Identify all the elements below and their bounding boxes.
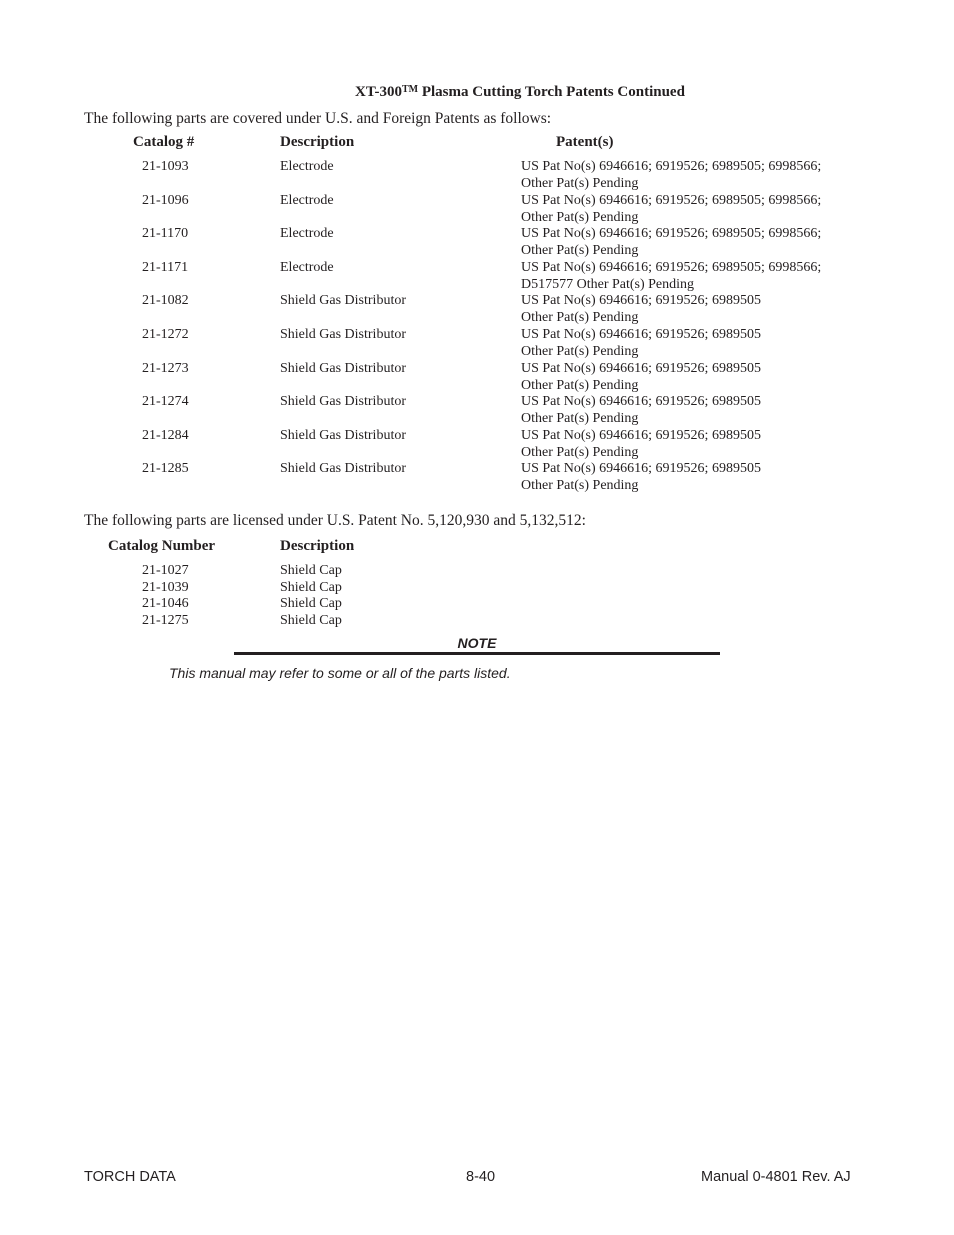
header-description-2: Description — [280, 538, 355, 554]
title-text: XT-300 — [355, 84, 402, 100]
patent-pending-cell: Other Pat(s) Pending — [521, 243, 639, 258]
footer-manual-revision: Manual 0-4801 Rev. AJ — [701, 1169, 851, 1185]
description-cell: Electrode — [280, 226, 334, 241]
patent-pending-cell: Other Pat(s) Pending — [521, 310, 639, 325]
patent-numbers-cell: US Pat No(s) 6946616; 6919526; 6989505; 6998566; — [521, 159, 822, 174]
patent-pending-cell: Other Pat(s) Pending — [521, 176, 639, 191]
patent-numbers-cell: US Pat No(s) 6946616; 6919526; 6989505 — [521, 327, 761, 342]
header-description: Description — [280, 134, 355, 150]
catalog-number-cell: 21-1284 — [142, 428, 189, 443]
intro-patents: The following parts are covered under U.S. and Foreign Patents as follows: — [84, 110, 552, 127]
licensed-catalog-cell: 21-1027 — [142, 563, 189, 578]
note-divider — [234, 652, 720, 655]
description-cell: Shield Gas Distributor — [280, 428, 406, 443]
description-cell: Shield Gas Distributor — [280, 461, 406, 476]
note-text: This manual may refer to some or all of the parts listed. — [169, 665, 511, 681]
patent-pending-cell: Other Pat(s) Pending — [521, 378, 639, 393]
catalog-number-cell: 21-1285 — [142, 461, 189, 476]
description-cell: Electrode — [280, 193, 334, 208]
patent-numbers-cell: US Pat No(s) 6946616; 6919526; 6989505 — [521, 361, 761, 376]
patent-numbers-cell: US Pat No(s) 6946616; 6919526; 6989505; 6998566; — [521, 260, 822, 275]
licensed-description-cell: Shield Cap — [280, 580, 342, 595]
patent-pending-cell: Other Pat(s) Pending — [521, 445, 639, 460]
catalog-number-cell: 21-1093 — [142, 159, 189, 174]
patent-pending-cell: Other Pat(s) Pending — [521, 411, 639, 426]
note-heading: NOTE — [457, 635, 497, 651]
licensed-description-cell: Shield Cap — [280, 563, 342, 578]
catalog-number-cell: 21-1170 — [142, 226, 189, 241]
catalog-number-cell: 21-1096 — [142, 193, 189, 208]
patent-numbers-cell: US Pat No(s) 6946616; 6919526; 6989505; 6998566; — [521, 193, 822, 208]
trademark-mark: TM — [401, 84, 419, 95]
header-catalog: Catalog # — [133, 134, 195, 150]
intro-license: The following parts are licensed under U.S. Patent No. 5,120,930 and 5,132,512: — [84, 512, 586, 529]
licensed-catalog-cell: 21-1046 — [142, 596, 189, 611]
catalog-number-cell: 21-1171 — [142, 260, 189, 275]
patent-pending-cell: Other Pat(s) Pending — [521, 210, 639, 225]
patent-pending-cell: Other Pat(s) Pending — [521, 344, 639, 359]
description-cell: Electrode — [280, 159, 334, 174]
page-title — [355, 84, 685, 101]
catalog-number-cell: 21-1272 — [142, 327, 189, 342]
description-cell: Electrode — [280, 260, 334, 275]
licensed-description-cell: Shield Cap — [280, 596, 342, 611]
patent-numbers-cell: US Pat No(s) 6946616; 6919526; 6989505 — [521, 293, 761, 308]
title-rest: Plasma Cutting Torch Patents Continued — [418, 84, 685, 100]
catalog-number-cell: 21-1082 — [142, 293, 189, 308]
patent-numbers-cell: US Pat No(s) 6946616; 6919526; 6989505 — [521, 461, 761, 476]
header-catalog-number: Catalog Number — [108, 538, 216, 554]
description-cell: Shield Gas Distributor — [280, 293, 406, 308]
licensed-catalog-cell: 21-1039 — [142, 580, 189, 595]
patent-pending-cell: Other Pat(s) Pending — [521, 478, 639, 493]
catalog-number-cell: 21-1273 — [142, 361, 189, 376]
licensed-catalog-cell: 21-1275 — [142, 613, 189, 628]
catalog-number-cell: 21-1274 — [142, 394, 189, 409]
footer-page-number: 8-40 — [466, 1169, 496, 1185]
footer-section: TORCH DATA — [84, 1169, 176, 1185]
patent-pending-cell: D517577 Other Pat(s) Pending — [521, 277, 695, 292]
description-cell: Shield Gas Distributor — [280, 327, 406, 342]
patent-numbers-cell: US Pat No(s) 6946616; 6919526; 6989505 — [521, 394, 761, 409]
description-cell: Shield Gas Distributor — [280, 394, 406, 409]
patent-numbers-cell: US Pat No(s) 6946616; 6919526; 6989505 — [521, 428, 761, 443]
description-cell: Shield Gas Distributor — [280, 361, 406, 376]
licensed-description-cell: Shield Cap — [280, 613, 342, 628]
header-patents: Patent(s) — [556, 134, 614, 150]
patent-numbers-cell: US Pat No(s) 6946616; 6919526; 6989505; 6998566; — [521, 226, 822, 241]
